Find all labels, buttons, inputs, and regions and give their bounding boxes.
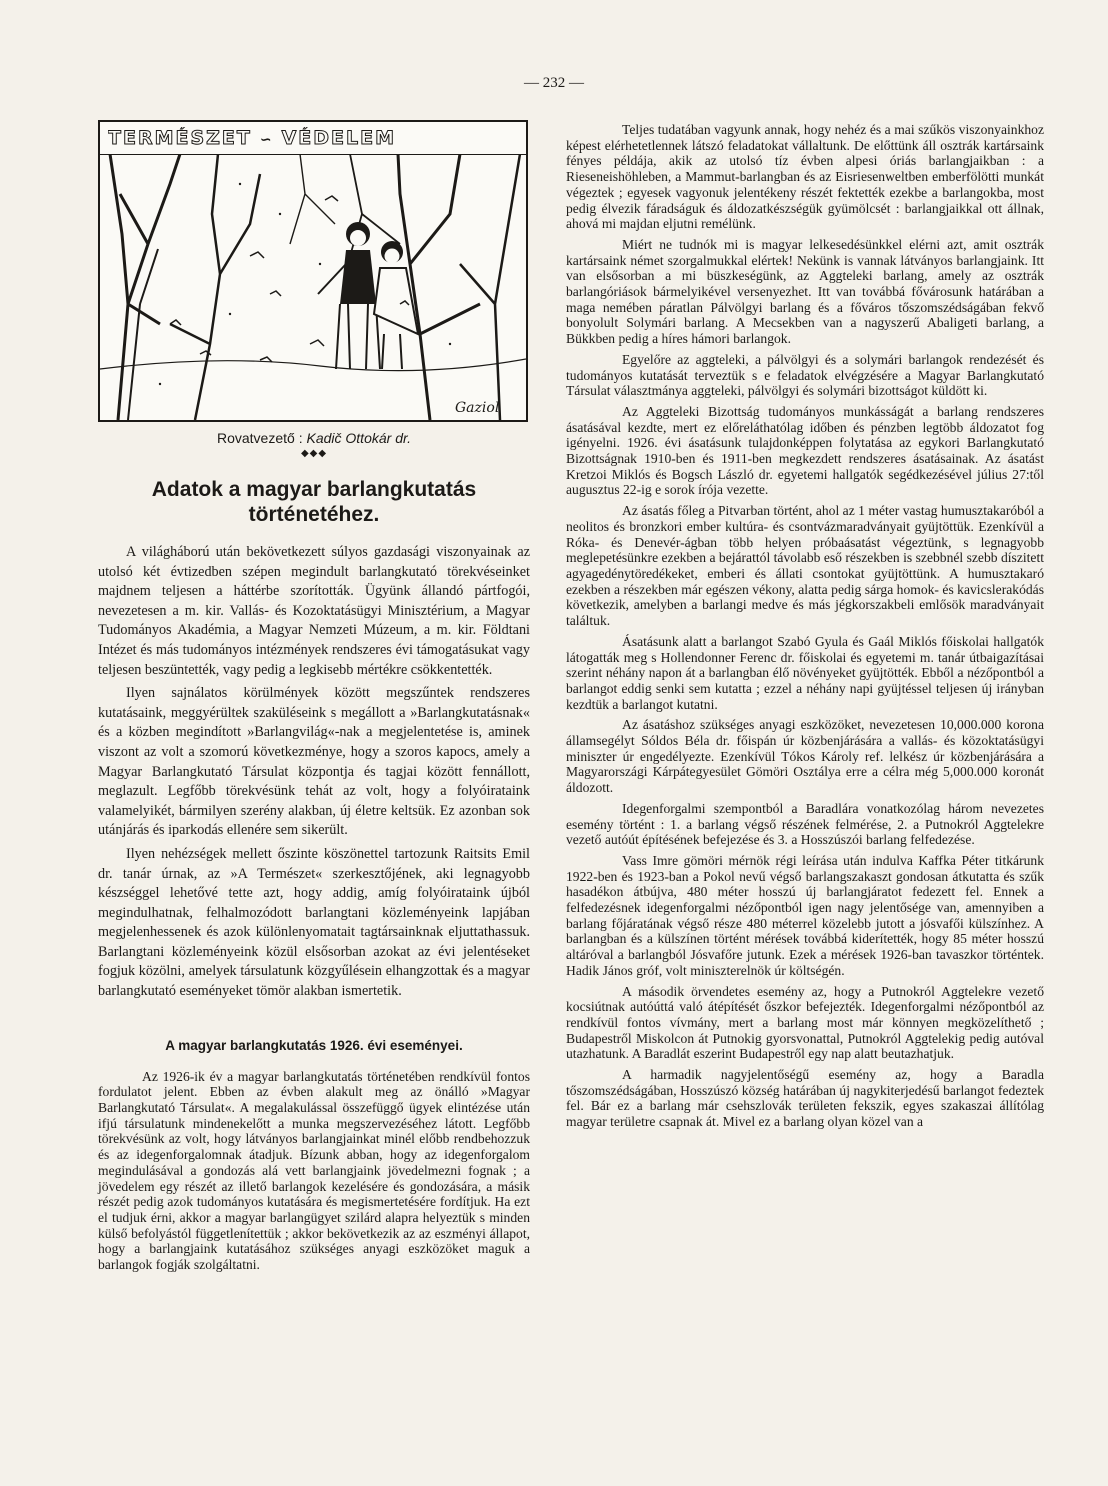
right-paragraph: Az ásatáshoz szükséges anyagi eszközöket, nevezetesen 10,000.000 korona államsegélyt Sóldos Béla dr. főispán úr közbenjárására a vallás- és közoktatásügyi miniszter úr engedélyezte. Ezenkívül Tókos Károly ref. lelkész úr közbenjárására a Magyarországi Kárpátegyesület Gömöri Osztálya erre a célra még 5,000.000 koronát áldozott.: [566, 717, 1044, 796]
column-editor-line: [98, 430, 530, 446]
page-number: — 232 —: [524, 75, 584, 91]
winter-forest-drawing: [100, 154, 526, 420]
right-paragraph: Idegenforgalmi szempontból a Baradlára vonatkozólag három nevezetes esemény történt : 1. a barlang végső részének felmérése, 2. a Putnokról Aggtelekre vezető autóút építésének befejezése és 3. a Hosszúszói barlang felfedezése.: [566, 800, 1044, 848]
right-column: [566, 122, 1044, 1130]
right-paragraph: Ásatásunk alatt a barlangot Szabó Gyula és Gaál Miklós főiskolai hallgatók látogatták meg s Hollendonner Ferenc dr. főiskolai és egyetemi m. tanár útbaigazításai szerint néhány napon át a barlangban élő növényeket gyüjtötték. Ebből a nézőpontból a barlangot eddig senki sem kutatta ; ezzel a néhány napi gyüjtéssel teljesen új irányban kezdtük a barlangot kutatni.: [566, 633, 1044, 712]
editor-label: Rovatvezető :: [216, 430, 303, 446]
right-paragraph: Az ásatás főleg a Pitvarban történt, ahol az 1 méter vastag humusztakaróból a neolitos és bronzkori ember kultúra- és csontvázmaradványait gyüjtöttük. Ezenkívül a Róka- és Denevér-ágban több helyen próbaásatást végeztünk, s legnagyobb meglepetésünkre ezekben a bejárattól távolabb eső részekben is szebbnél szebb díszitett agyagedénytöredékeket, emberi és állati csontokat gyüjtöttünk. A humusztakaró ezekben a részekben már egészen vékony, alatta pedig sárga homok- és kavicslerakódás következik, amelyben a barlangi medve és más jégkorszakbeli emlősök maradványait találtuk.: [566, 503, 1044, 629]
section-title: A magyar barlangkutatás 1926. évi eseményei.: [165, 1037, 463, 1053]
divider-ornament: ◆◆◆: [300, 448, 328, 459]
masthead-title-word1: TERMÉSZET: [108, 127, 252, 149]
illustrator-signature: Gaziol: [455, 400, 500, 416]
article-paragraph: Ilyen sajnálatos körülmények között megszűntek rendszeres kutatásaink, meggyérültek szaküléseink s megállott a »Barlangkutatásnak« és a közben megindított »Barlangvilág«-nak a megjelentetése is, aminek viszont az volt a szomorú következménye, hogy a szoros kapocs, amely a Magyar Barlangkutató Társulat központja és tagjai között fennállott, meglazult. Legfőbb törekvésünk tehát az volt, hogy a folyóirataink valamelyikét, bármilyen szerény alakban, új életre keltsük. Ez azonban sok utánjárás és iparkodás ellenére sem sikerült.: [98, 685, 530, 839]
article-paragraph: Ilyen nehézségek mellett őszinte köszönettel tartozunk Raitsits Emil dr. tanár úrnak, az »A Természet« szerkesztőjének, aki legnagyobb készséggel lehetővé tette azt, hogy addig, amíg folyóirataink újból megindulhatnak, felhalmozódott barlangtani közleményeink lapjában megjelenhessenek és azok különlenyomatait tagtársainknak eljuttathassuk. Barlangtani közleményeink közül elsősorban azokat az évi jelentéseket fogjuk közölni, amelyek társulatunk közgyűlésein elhangzottak és a magyar barlangkutató eseményeket tömör alakban ismertetik.: [98, 845, 530, 1000]
right-paragraph: A harmadik nagyjelentőségű esemény az, hogy a Baradla tőszomszédságában, Hosszúszó község határában új nagykiterjedésű barlangot fedeztek fel. Bár ez a barlang már csehszlovák területen fekszik, egyes szakaszai állítólag magyar területre csapnak át. Mivel ez a barlang olyan közel van a: [566, 1067, 1044, 1130]
masthead-title-word2: VÉDELEM: [281, 127, 397, 149]
article-paragraph: A világháború után bekövetkezett súlyos gazdasági viszonyainak az utolsó két évtizedben szépen megindult barlangkutató törekvéseinket majdnem teljesen a háttérbe szorították. Ügyünk állandó pártfogói, nevezetesen a m. kir. Vallás- és Kozoktatásügyi Minisztérium, a Magyar Tudományos Akadémia, a Magyar Nemzeti Múzeum, a m. kir. Földtani Intézet és más tudományos intézmények rendszeres évi támogatásukat vagy teljesen beszüntették, vagy pedig a legkisebb mértékre csökkentették.: [98, 544, 530, 678]
masthead-title: [108, 127, 518, 153]
masthead-ornament: ∽: [259, 132, 274, 148]
left-column: [98, 120, 530, 1273]
masthead-illustration: [98, 120, 528, 422]
right-paragraph: Vass Imre gömöri mérnök régi leírása után indulva Kaffka Péter titkárunk 1922-ben és 1923-ban a Pokol nevű végső barlangszakaszt gondosan átkutatta és szűk hasadékon átbújva, 480 méter hosszú új barlangjáratot fedezett fel. Ennek a felfedezésnek idegenforgalmi nézőpontból igen nagy jelentősége van, amennyiben a barlang főjáratának végső része 480 méterrel közelebb jutott a jósvafői külszínhez. A barlangban és a külszínen történt mérések továbbá kiderítették, hogy 85 méter hosszú altáróval a barlangból Jósvafőre jutunk. Ezek a mérések 1926-ban tavaszkor történtek. Hadik János gróf, volt miniszterelnök úr költségén.: [566, 852, 1044, 978]
right-paragraph: A második örvendetes esemény az, hogy a Putnokról Aggtelekre vezető kocsiútnak autóúttá való átépítését őszkor befejezték. Idegenforgalmi nézőpontból az rendkívül fontos vívmány, mert a barlang most már könnyen megközelíthető ; Budapestről Miskolcon át Putnokig gyorsvonattal, Putnokról Aggtelekig pedig autóval utazhatunk. A Baradlát eszerint Budapestről egy nap alatt beutazhatjuk.: [566, 983, 1044, 1062]
section-paragraph: Az 1926-ik év a magyar barlangkutatás történetében rendkívül fontos fordulatot jelent. Ebben az évben alakult meg az önálló »Magyar Barlangkutató Társulat«. A megalakulással összefüggő ügyek elintézése után ifjú társulatunk mindenekelőtt a munka megszervezéséhez látott. Legfőbb törekvésünk az volt, hogy látványos barlangjainkat minél előbb rendbehozzuk és az idegenforgalomnak átadjuk. Bízunk abban, hogy az idegenforgalom megindulásával a gondozás alá vett barlangjaink jövedelmezni fognak ; a jövedelem egy részét az illető barlangok kezelésére és gondozására, a másik részét pedig azok tudományos kutatására és megismertetésére fordítjuk. Ha ezt el tudjuk érni, akkor a magyar barlangügyet szilárd alapra helyeztük s minden külső befolyástól függetlenítettük ; akkor bekövetkezik az az eszményi állapot, hogy a barlangjaink kutatásához szükséges anyagi eszközöket maguk a barlangok fogják szolgáltatni.: [98, 1068, 530, 1273]
right-paragraph: Egyelőre az aggteleki, a pálvölgyi és a solymári barlangok rendezését és tudományos kutatását terveztük s e feladatok elvégzésére a Magyar Barlangkutató Társulat választmánya aggteleki, pálvölgyi és solymári bizottságot küldött ki.: [566, 351, 1044, 399]
article-title: Adatok a magyar barlangkutatás történetéhez.: [151, 478, 477, 526]
right-paragraph: Teljes tudatában vagyunk annak, hogy nehéz és a mai szűkös viszonyainkhoz képest elérhetetlennek látszó feladatokat vállaltunk. De előttünk áll osztrák kartársaink fényes példája, akik az utolsó tíz évben alpesi óriás barlangjaikban : a Rieseneishöhleben, a Mammut-barlangban és az Eisriesenweltben emberfölötti munkát végeztek ; egyesek vagyonuk jelentékeny részét fektették ezekbe a barlangokba, most pedig élvezik fáradságuk és áldozatkészségük gyümölcsét : barlangjaikkal ott állnak, ahová mi majdan eljutni remélünk.: [566, 122, 1044, 232]
right-paragraph: Miért ne tudnók mi is magyar lelkesedésünkkel elérni azt, amit osztrák kartársaink német szorgalmukkal elértek! Nekünk is vannak látványos barlangjaink. Itt van elsősorban a mi büszkeségünk, az Aggteleki barlang, amely az osztrák barlangóriások bármelyikével versenyezhet. Itt van továbbá fővárosunk határában a maga nemében páratlan Pálvölgyi barlang és a főváros tőszomszédságában fekvő bonyolult Solymári barlang. A Mecsekben van a nagyszerű Abaligeti barlang, a Bükkben pedig a híres hámori barlangok.: [566, 236, 1044, 347]
right-paragraph: Az Aggteleki Bizottság tudományos munkásságát a barlang rendszeres ásatásával kezdte, mert ez előreláthatólag időben és pénzben legtöbb áldozatot fog igényelni. 1926. évi ásatásunk tulajdonképpen folytatása az egykori Barlangkutató Bizottságnak 1910-ben és 1911-ben megkezdett rendszeres ásatásainak. Az ásatást Kretzoi Miklós és Bogsch László dr. egyetemi hallgatók segédkezésével július 27:től augusztus 22-ig e sorok írója vezette.: [566, 403, 1044, 498]
editor-name: Kadič Ottokár dr.: [306, 430, 412, 446]
